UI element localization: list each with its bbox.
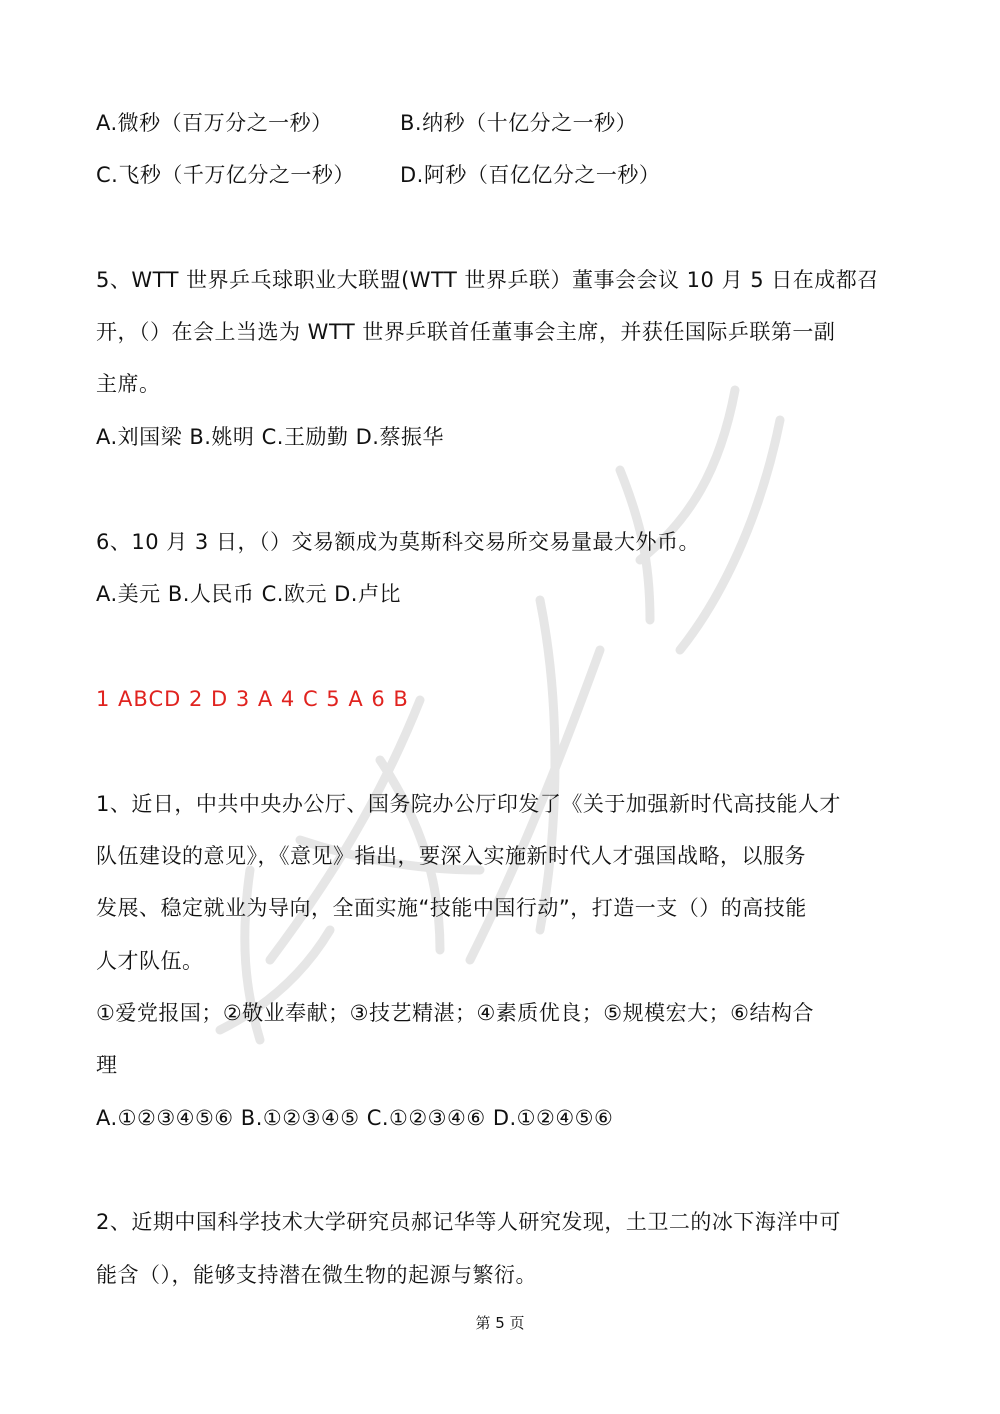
n1-options: A.①②③④⑤⑥ B.①②③④⑤ C.①②③④⑥ D.①②④⑤⑥ [96,1106,614,1130]
q5-text-line-3: 主席。 [96,372,161,396]
answer-key: 1 ABCD 2 D 3 A 4 C 5 A 6 B [96,687,409,711]
q6-options: A.美元 B.人民币 C.欧元 D.卢比 [96,582,401,606]
q4-option-d: D.阿秒（百亿亿分之一秒） [400,163,661,187]
n1-choices-line-2: 理 [96,1053,118,1077]
q4-option-c: C.飞秒（千万亿分之一秒） [96,163,355,187]
q5-options: A.刘国梁 B.姚明 C.王励勤 D.蔡振华 [96,425,444,449]
watermark-stroke [540,600,555,930]
n1-text-line-2: 队伍建设的意见》，《意见》指出，要深入实施新时代人才强国战略，以服务 [96,844,806,868]
q4-options-row-2 [96,160,661,190]
q6-text-line-1: 6、10 月 3 日，（）交易额成为莫斯科交易所交易量最大外币。 [96,530,700,554]
q5-text-line-1: 5、WTT 世界乒乓球职业大联盟(WTT 世界乒联）董事会会议 10 月 5 日在成都召 [96,268,879,292]
q4-option-a: A.微秒（百万分之一秒） [96,111,333,135]
q5-text-line-2: 开，（）在会上当选为 WTT 世界乒联首任董事会主席，并获任国际乒联第一副 [96,320,836,344]
q4-options-row-1 [96,108,638,138]
n2-text-line-2: 能含（），能够支持潜在微生物的起源与繁衍。 [96,1263,537,1287]
n2-text-line-1: 2、近期中国科学技术大学研究员郝记华等人研究发现，土卫二的冰下海洋中可 [96,1210,841,1234]
n1-text-line-1: 1、近日，中共中央办公厅、国务院办公厅印发了《关于加强新时代高技能人才 [96,792,841,816]
n1-text-line-3: 发展、稳定就业为导向，全面实施“技能中国行动”，打造一支（）的高技能 [96,896,807,920]
n1-text-line-4: 人才队伍。 [96,949,204,973]
n1-choices-line-1: ①爱党报国；②敬业奉献；③技艺精湛；④素质优良；⑤规模宏大；⑥结构合 [96,1001,814,1025]
q4-option-b: B.纳秒（十亿分之一秒） [400,111,638,135]
page-number: 第 5 页 [475,1314,525,1332]
